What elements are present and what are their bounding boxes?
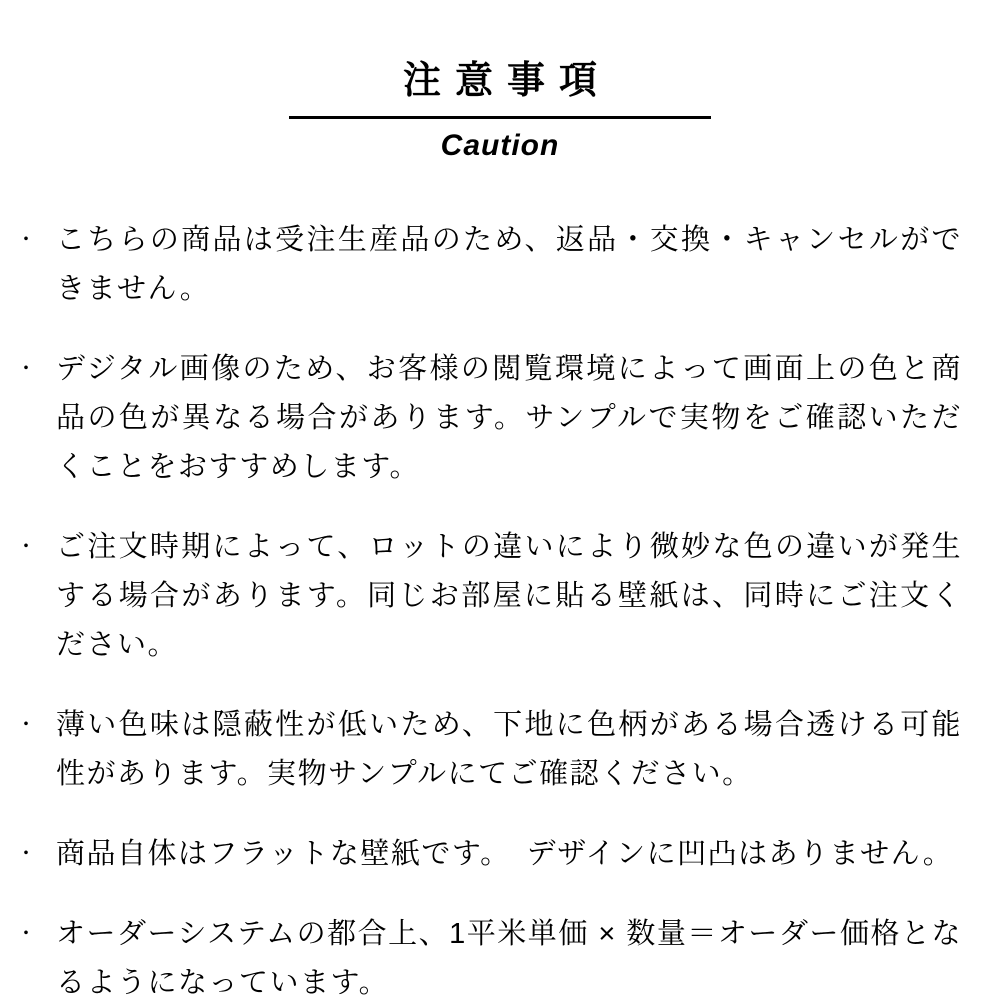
bullet-icon: ・ bbox=[16, 842, 38, 865]
list-item bbox=[14, 216, 962, 314]
caution-list bbox=[0, 216, 1000, 1000]
page-title: 注意事項 bbox=[402, 60, 611, 102]
title-divider-line bbox=[289, 116, 711, 119]
list-item bbox=[14, 910, 962, 1000]
bullet-icon: ・ bbox=[16, 922, 38, 945]
bullet-icon: ・ bbox=[16, 228, 38, 251]
bullet-icon: ・ bbox=[16, 535, 38, 558]
caution-item-text: 薄い色味は隠蔽性が低いため、下地に色柄がある場合透ける可能性があります。実物サンプルにてご確認ください。 bbox=[56, 708, 962, 790]
list-item bbox=[14, 345, 962, 492]
list-item bbox=[14, 830, 962, 879]
caution-item-text: デジタル画像のため、お客様の閲覧環境によって画面上の色と商品の色が異なる場合があります。サンプルで実物をご確認いただくことをおすすめします。 bbox=[56, 352, 962, 483]
caution-item-text: 商品自体はフラットな壁紙です。 デザインに凹凸はありません。 bbox=[56, 837, 954, 870]
list-item bbox=[14, 701, 962, 799]
bullet-icon: ・ bbox=[16, 713, 38, 736]
bullet-icon: ・ bbox=[16, 357, 38, 380]
caution-item-text: ご注文時期によって、ロットの違いにより微妙な色の違いが発生する場合があります。同じお部屋に貼る壁紙は、同時にご注文ください。 bbox=[56, 530, 962, 661]
page-header bbox=[0, 0, 1000, 164]
list-item bbox=[14, 523, 962, 670]
caution-item-text: こちらの商品は受注生産品のため、返品・交換・キャンセルができません。 bbox=[56, 223, 962, 305]
caution-item-text: オーダーシステムの都合上、1平米単価 × 数量＝オーダー価格となるようになっています。 bbox=[56, 917, 962, 999]
page-subtitle: Caution bbox=[440, 128, 560, 162]
